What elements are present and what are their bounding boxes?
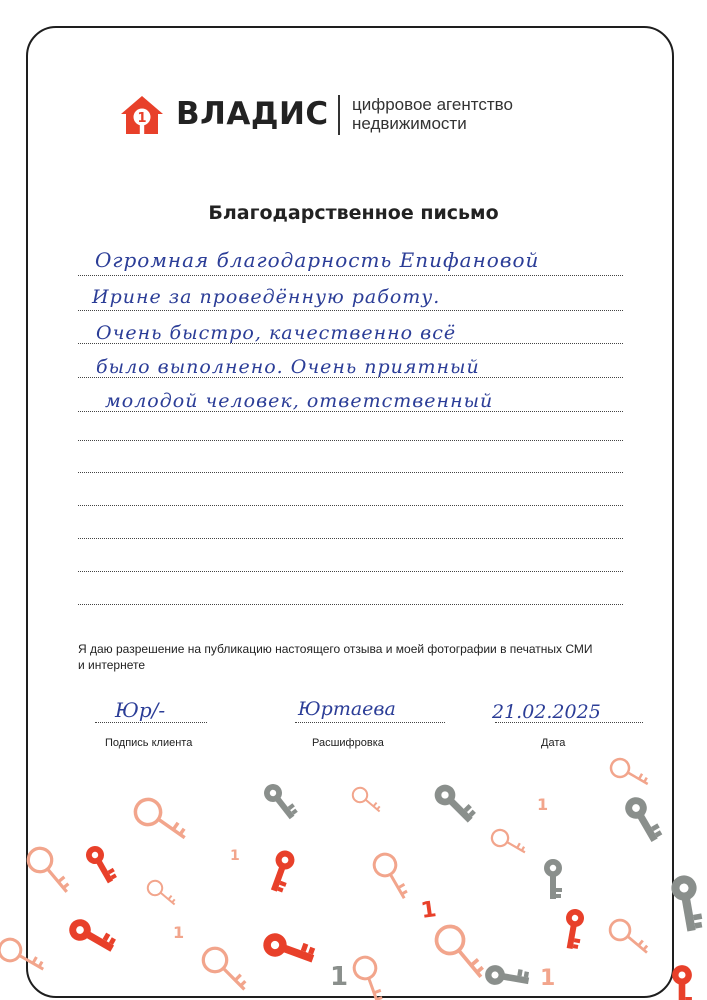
- key-icon: [431, 921, 491, 985]
- letter-line: Очень быстро, качественно всё: [96, 322, 457, 344]
- signature-mark: Юр/-: [115, 698, 166, 722]
- letter-line: Ирине за проведённую работу.: [92, 286, 441, 308]
- decor-digit: 1: [537, 795, 549, 814]
- writing-line: [78, 604, 623, 605]
- writing-line: [78, 538, 623, 539]
- consent-text: Я даю разрешение на публикацию настоящего отзыва и моей фотографии в печатных СМИ и интернете: [78, 642, 593, 672]
- key-icon: [350, 785, 384, 817]
- key-icon: [145, 878, 179, 910]
- key-icon: [351, 954, 388, 1000]
- key-icon: [130, 794, 191, 848]
- key-icon: [608, 756, 653, 792]
- key-icon: [669, 873, 704, 933]
- letter-line: молодой человек, ответственный: [105, 390, 494, 412]
- key-icon: [484, 964, 531, 991]
- name-handwritten: Юртаева: [298, 698, 396, 720]
- writing-line: [78, 310, 623, 311]
- writing-line: [78, 377, 623, 378]
- letter-line: было выполнено. Очень приятный: [96, 356, 480, 378]
- writing-line: [78, 343, 623, 344]
- key-icon: [606, 916, 653, 960]
- brand-name: ВЛАДИС: [176, 96, 329, 132]
- key-icon: [198, 943, 252, 997]
- tagline-line-2: недвижимости: [352, 114, 467, 133]
- key-icon: [260, 930, 317, 970]
- writing-line: [78, 275, 623, 276]
- writing-line: [78, 571, 623, 572]
- signature-label: Подпись клиента: [105, 737, 193, 749]
- key-icon: [24, 844, 76, 900]
- house-key-icon: [120, 95, 164, 135]
- tagline-line-1: цифровое агентство: [352, 95, 513, 114]
- key-icon: [489, 827, 529, 859]
- brand-tagline: [352, 95, 513, 133]
- letter-line: Огромная благодарность Епифановой: [95, 248, 540, 272]
- writing-line: [78, 472, 623, 473]
- date-line: [495, 722, 643, 723]
- key-icon: [561, 908, 586, 951]
- key-icon: [265, 848, 297, 894]
- key-icon: [544, 859, 562, 899]
- key-icon: [260, 780, 299, 823]
- logo-digit: 1: [137, 111, 147, 126]
- page-title: Благодарственное письмо: [208, 202, 499, 224]
- decor-digit: 1: [330, 962, 349, 992]
- date-label: Дата: [541, 737, 566, 749]
- decor-digit: 1: [230, 848, 240, 864]
- name-label: Расшифровка: [312, 737, 384, 749]
- writing-line: [78, 505, 623, 506]
- decorative-key-pattern: [0, 740, 707, 1000]
- writing-line: [78, 440, 623, 441]
- logo-divider: [338, 95, 340, 135]
- key-icon: [0, 935, 49, 978]
- writing-line: [78, 411, 623, 412]
- key-icon: [430, 780, 477, 827]
- key-icon: [672, 965, 692, 1000]
- decor-digit: 1: [540, 966, 556, 991]
- signature-line: [95, 722, 207, 723]
- decor-digit: 1: [419, 897, 438, 924]
- decor-digit: 1: [173, 923, 185, 942]
- name-line: [295, 722, 445, 723]
- key-icon: [370, 850, 413, 903]
- date-handwritten: 21.02.2025: [492, 701, 601, 723]
- key-icon: [65, 915, 117, 958]
- key-icon: [83, 843, 119, 887]
- key-icon: [621, 793, 664, 845]
